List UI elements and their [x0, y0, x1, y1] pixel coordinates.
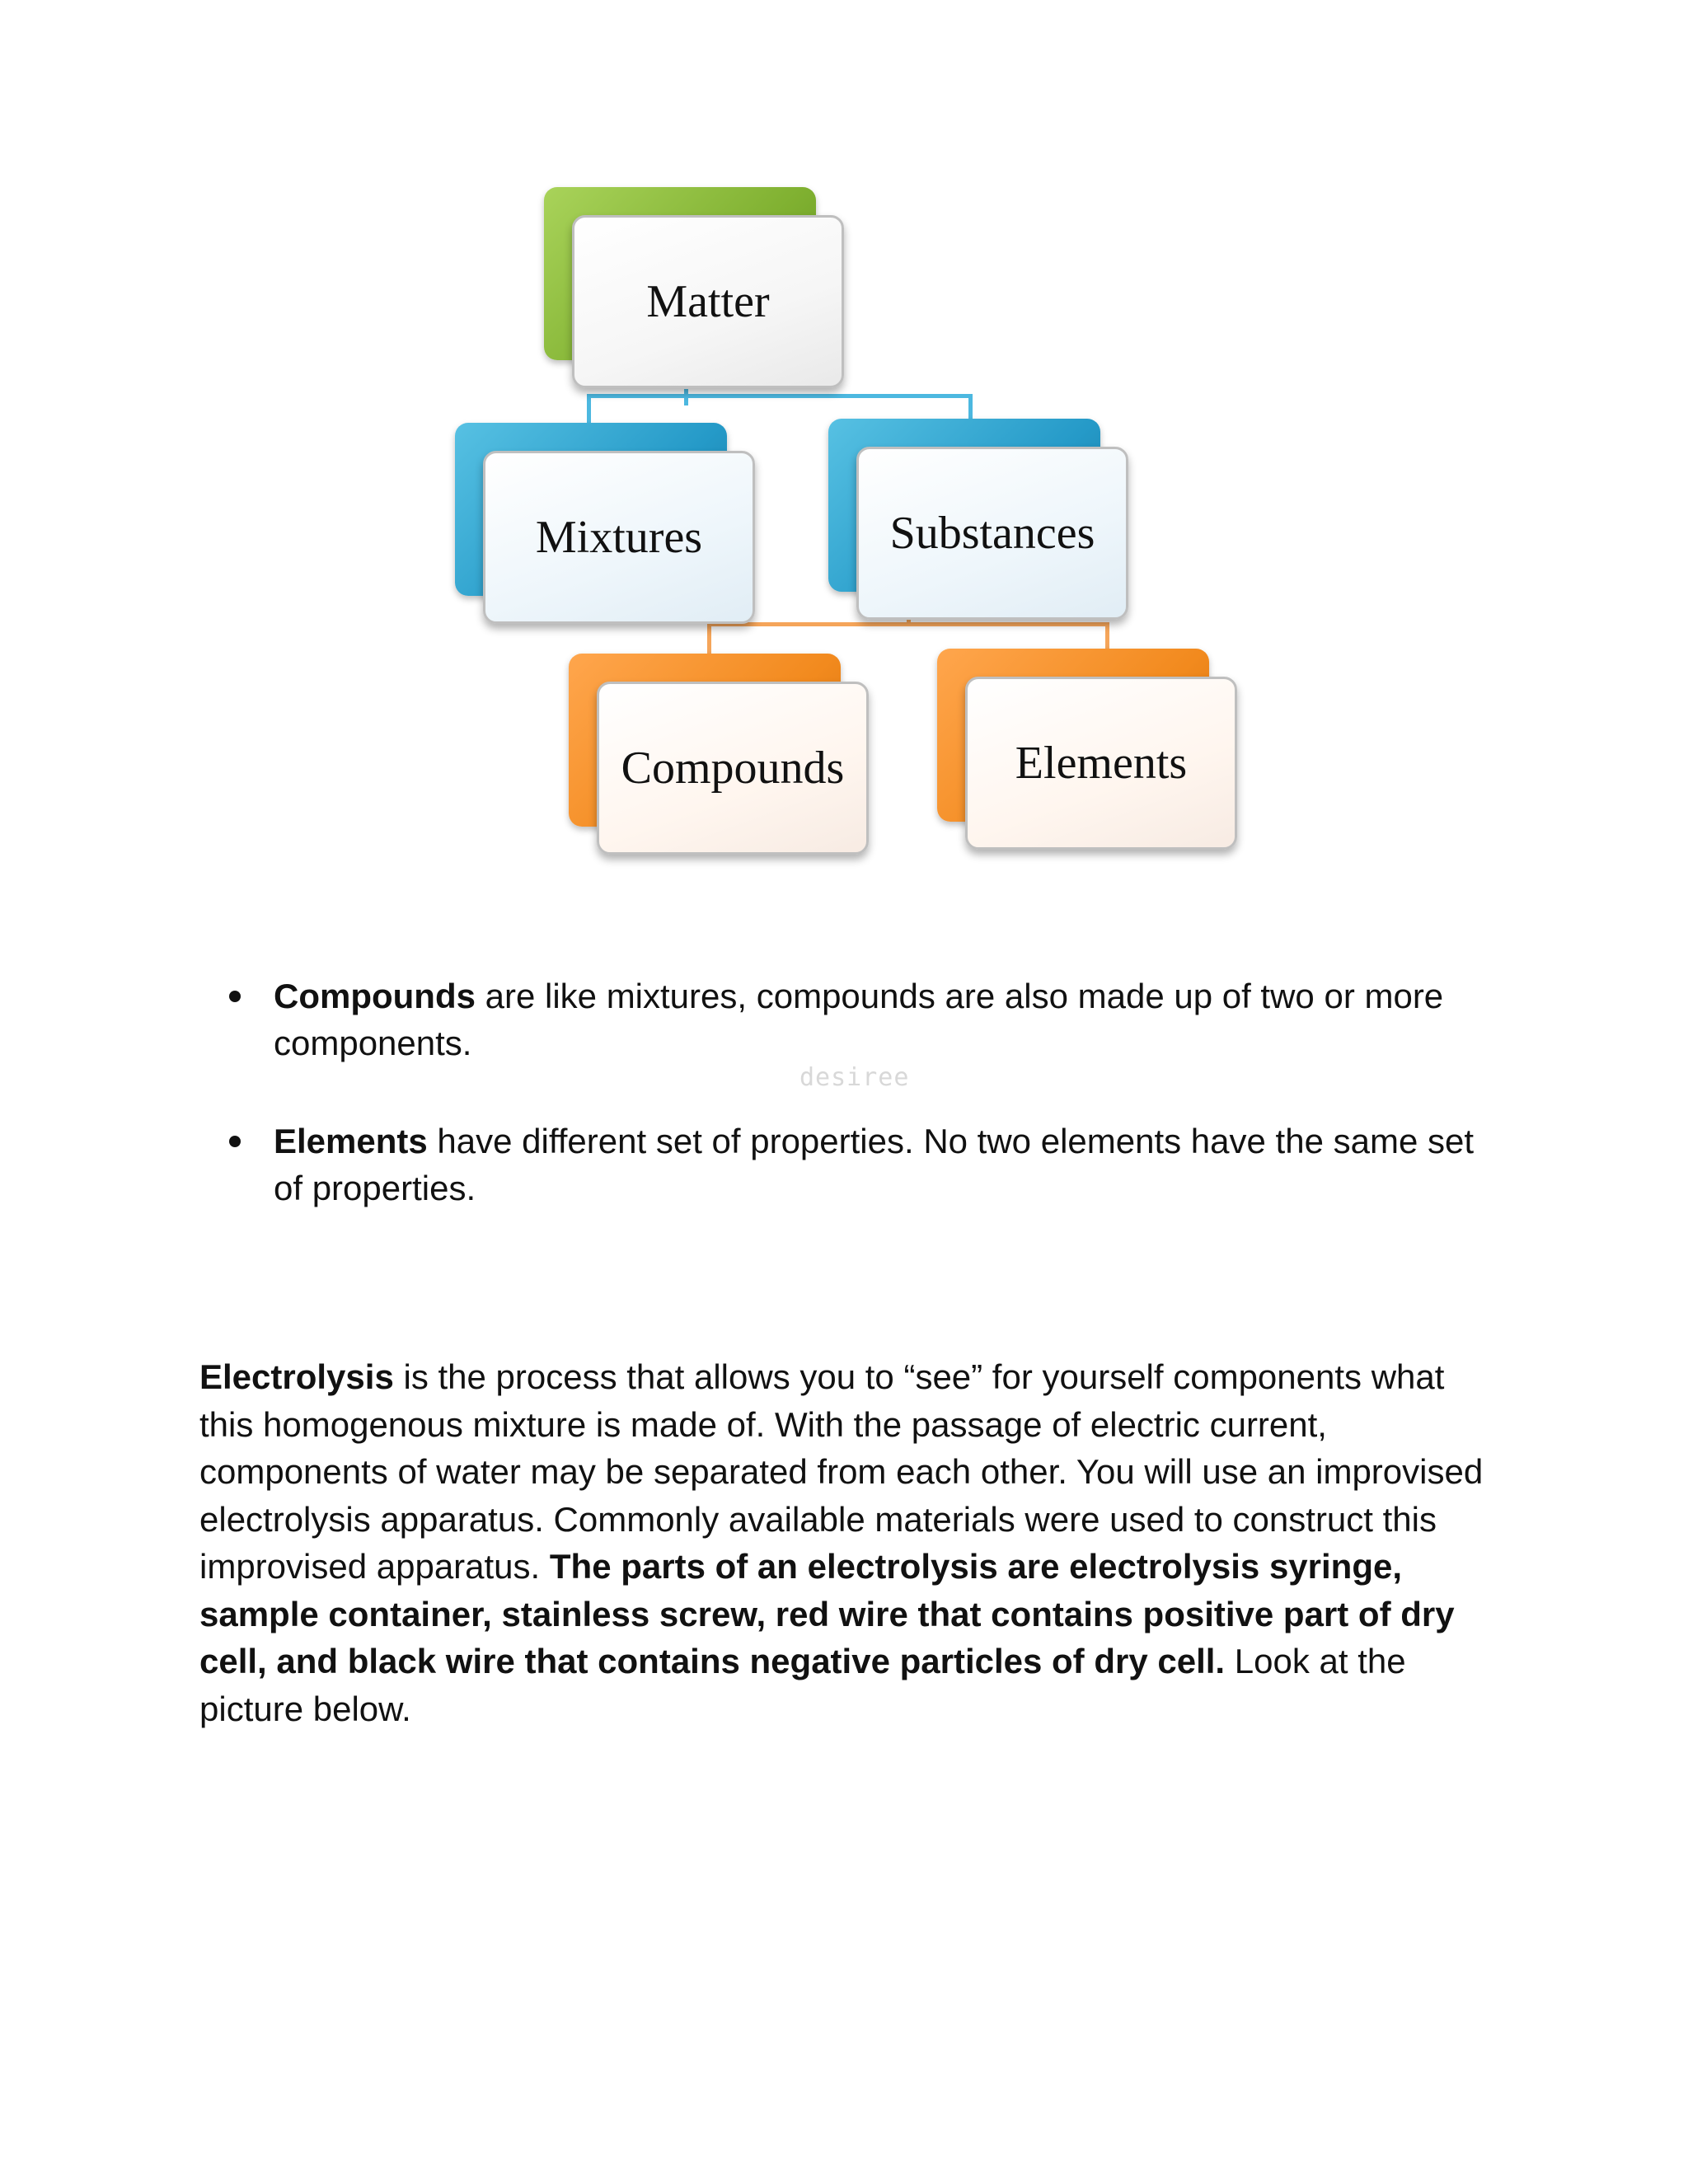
connector-to-elements — [1105, 622, 1109, 649]
bullet-dot-icon — [229, 1136, 241, 1147]
term-elements: Elements — [274, 1122, 428, 1160]
bullet-dot-icon — [229, 991, 241, 1002]
list-item-compounds — [223, 972, 1508, 1066]
connector-to-mixtures — [587, 394, 591, 424]
node-elements-card — [965, 677, 1237, 850]
node-elements-label: Elements — [1015, 738, 1188, 789]
node-matter-label: Matter — [646, 276, 770, 327]
definition-elements: have different set of properties. No two elements have the same set of properties. — [274, 1122, 1474, 1207]
node-substances — [828, 419, 1100, 592]
connector-compounds-elements — [707, 622, 1109, 626]
node-compounds-card — [597, 682, 869, 855]
watermark-text: desiree — [799, 1063, 910, 1092]
definition-compounds: are like mixtures, compounds are also made up of two or more components. — [274, 977, 1444, 1062]
term-electrolysis: Electrolysis — [199, 1357, 394, 1396]
node-matter — [544, 187, 816, 360]
electrolysis-paragraph — [199, 1353, 1493, 1732]
electrolysis-text-outro: Look at the picture below. — [199, 1642, 1406, 1728]
connector-to-substances — [968, 394, 973, 420]
node-compounds-label: Compounds — [621, 743, 845, 794]
node-substances-label: Substances — [889, 508, 1095, 559]
connector-to-compounds — [707, 622, 711, 654]
node-compounds — [569, 654, 845, 827]
definition-list — [223, 972, 1508, 1263]
node-mixtures — [455, 423, 727, 596]
connector-matter-mixtures-substances — [587, 394, 973, 398]
node-substances-card — [856, 447, 1128, 620]
node-matter-card — [572, 215, 844, 388]
list-item-elements — [223, 1118, 1508, 1212]
electrolysis-parts-text: The parts of an electrolysis are electrolysis syringe, sample container, stainless screw, red wire that contains positive part of dry cell, and black wire that contains negative particles of dry cell. — [199, 1547, 1455, 1680]
electrolysis-text-intro: is the process that allows you to “see” for yourself components what this homogenous mixture is made of. With the passage of electric current, components of water may be separated from each other. You will use an improvised electrolysis apparatus. Commonly available materials were used to construct this improvised apparatus. — [199, 1357, 1484, 1586]
node-elements — [937, 649, 1209, 822]
term-compounds: Compounds — [274, 977, 476, 1015]
node-mixtures-card — [483, 451, 755, 624]
node-mixtures-label: Mixtures — [535, 512, 703, 563]
matter-classification-diagram — [445, 173, 1269, 890]
